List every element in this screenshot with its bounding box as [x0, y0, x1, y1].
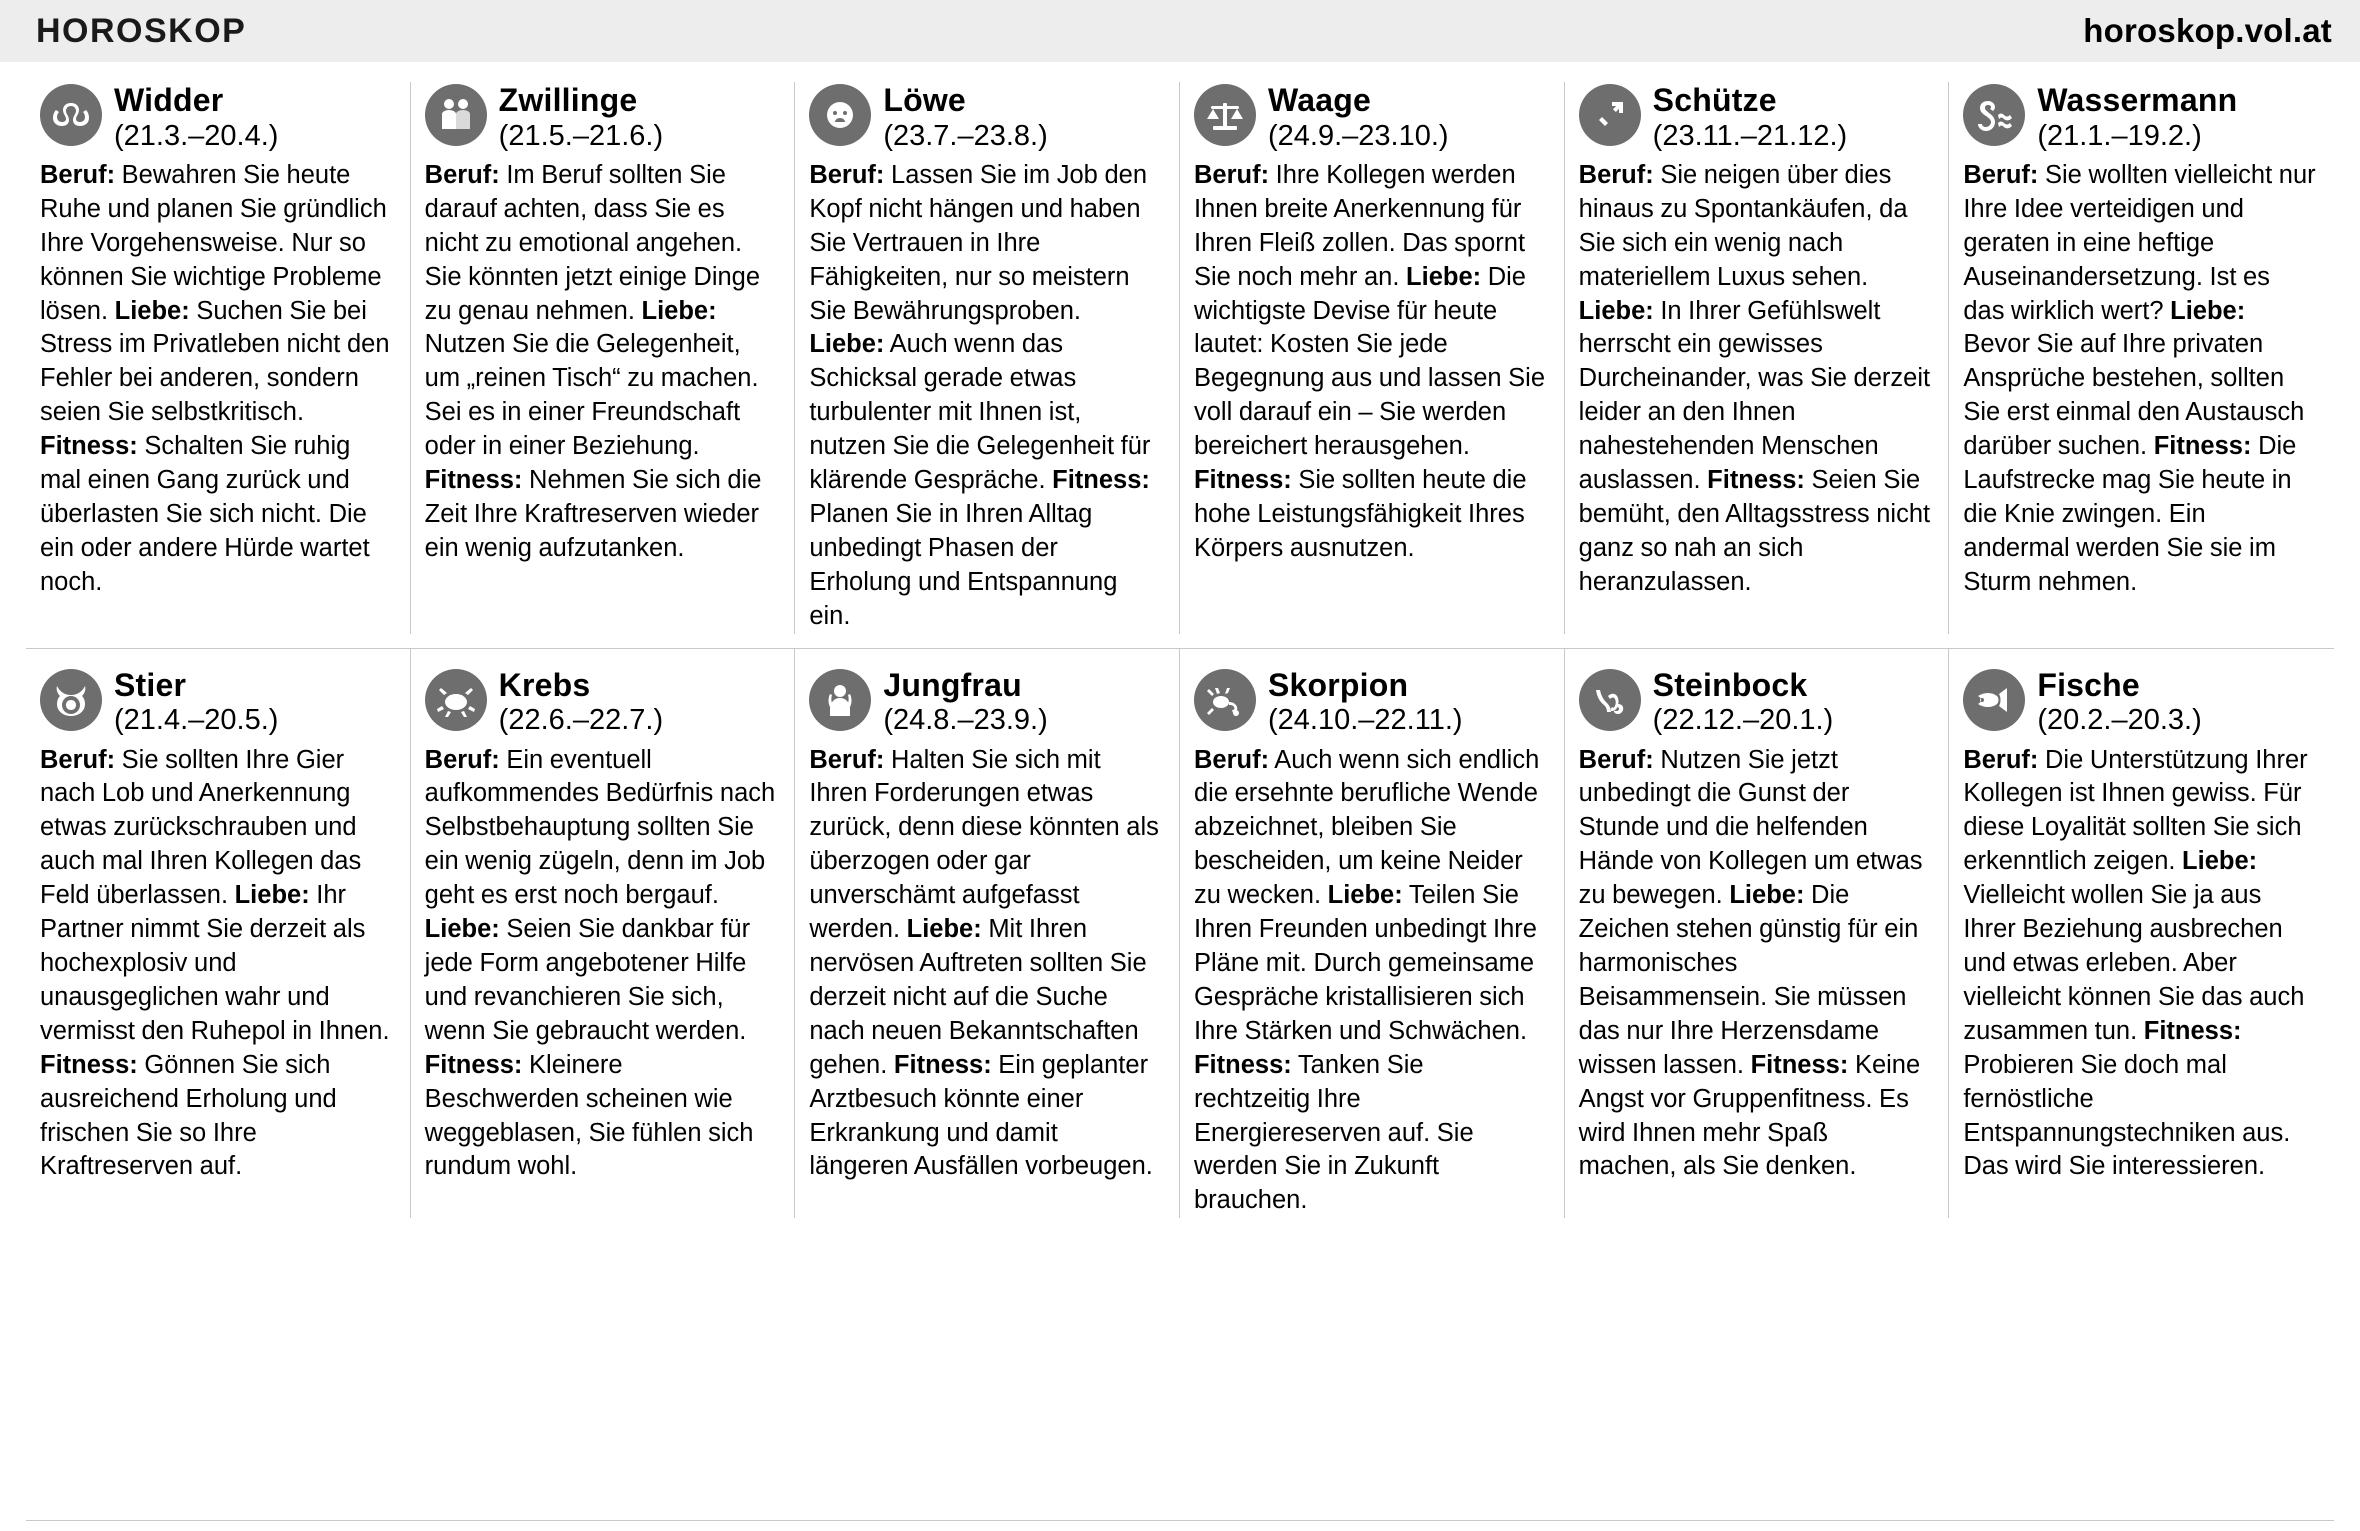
liebe-label: Liebe: [2170, 296, 2246, 325]
fitness-text: Gönnen Sie sich ausreichend Erholung und frischen Sie so Ihre Kraftreserven auf. [40, 1050, 337, 1181]
sign-header [425, 82, 777, 153]
horoscope-card-fische [1949, 649, 2334, 1219]
virgo-maiden-icon [809, 669, 871, 731]
beruf-text: Bewahren Sie heute Ruhe und planen Sie gründlich Ihre Vorgehensweise. Nur so können Sie wichtige Probleme lösen. [40, 160, 387, 325]
liebe-text: Vielleicht wollen Sie ja aus Ihrer Beziehung ausbrechen und etwas erleben. Aber vielleicht können Sie das auch zusammen tun. [1963, 881, 2305, 1045]
beruf-label: Beruf: [1578, 160, 1654, 189]
sign-titles [499, 82, 663, 153]
fitness-text: Seien Sie bemüht, den Alltagsstress nicht ganz so nah an sich heranzulassen. [1578, 466, 1931, 596]
page-title: HOROSKOP [36, 11, 247, 50]
fitness-label: Fitness: [424, 1050, 523, 1079]
beruf-text: Ihre Kollegen werden Ihnen breite Anerkennung für Ihren Fleiß zollen. Das spornt Sie noch mehr an. [1193, 160, 1526, 291]
sign-titles [1653, 82, 1848, 153]
sign-header [809, 667, 1161, 738]
liebe-text: Ihr Partner nimmt Sie derzeit als hochexplosiv und unausgeglichen wahr und vermisst den Ruhepol in Ihnen. [40, 881, 390, 1045]
sign-titles [114, 667, 278, 738]
fitness-text: Planen Sie in Ihren Alltag unbedingt Phasen der Erholung und Entspannung ein. [809, 500, 1118, 630]
sign-text [1963, 744, 2316, 1185]
sign-dates: (22.6.–22.7.) [498, 704, 664, 737]
liebe-label: Liebe: [2182, 847, 2258, 876]
liebe-label: Liebe: [906, 915, 982, 944]
sign-titles [883, 82, 1047, 153]
beruf-text: Sie sollten Ihre Gier nach Lob und Anerkennung etwas zurückschrauben und auch mal Ihren Kollegen das Feld überlassen. [40, 745, 362, 910]
fitness-text: Sie sollten heute die hohe Leistungsfähigkeit Ihres Körpers ausnutzen. [1193, 466, 1527, 562]
beruf-text: Sie neigen über dies hinaus zu Spontankäufen, da Sie sich ein wenig nach materiellem Luxus sehen. [1578, 160, 1908, 291]
liebe-text: Teilen Sie Ihren Freunden unbedingt Ihre Pläne mit. Durch gemeinsame Gespräche kristallisieren sich Ihre Stärken und Schwächen. [1193, 881, 1537, 1045]
fitness-label: Fitness: [1052, 466, 1150, 495]
fitness-text: Schalten Sie ruhig mal einen Gang zurück und überlasten Sie sich nicht. Die ein oder andere Hürde wartet noch. [40, 432, 370, 596]
liebe-label: Liebe: [114, 296, 190, 325]
fitness-text: Ein geplanter Arztbesuch könnte einer Erkrankung und damit längeren Ausfällen vorbeugen. [809, 1050, 1153, 1181]
sign-name: Widder [114, 82, 224, 118]
sign-header [1963, 667, 2316, 738]
capricorn-goat-icon [1579, 669, 1641, 731]
sign-name: Wassermann [2037, 82, 2238, 118]
sign-name: Fische [2037, 666, 2140, 703]
aries-ram-icon [40, 84, 102, 146]
sign-name: Skorpion [1267, 666, 1409, 703]
sign-header [1579, 667, 1931, 738]
horoscope-card-wassermann [1949, 82, 2334, 634]
sign-header [809, 82, 1161, 153]
sign-titles [1268, 82, 1449, 153]
sign-dates: (24.9.–23.10.) [1267, 119, 1449, 152]
horoscope-card-schütze [1565, 82, 1950, 634]
website-url[interactable]: horoskop.vol.at [2083, 12, 2332, 49]
sign-text [1194, 159, 1546, 566]
fitness-label: Fitness: [2153, 432, 2252, 461]
liebe-text: Seien Sie dankbar für jede Form angebotener Hilfe und revanchieren Sie sich, wenn Sie gebraucht werden. [424, 915, 751, 1045]
sign-titles [883, 667, 1047, 738]
liebe-text: Auch wenn das Schicksal gerade etwas turbulenter mit Ihnen ist, nutzen Sie die Gelegenheit für klärende Gespräche. [809, 330, 1151, 495]
horoscope-card-löwe [795, 82, 1180, 634]
sign-header [1194, 667, 1546, 738]
beruf-label: Beruf: [809, 745, 885, 774]
sign-dates: (20.2.–20.3.) [2037, 704, 2202, 737]
sign-name: Krebs [498, 666, 591, 703]
horoscope-card-waage [1180, 82, 1565, 634]
sign-header [1579, 82, 1931, 153]
liebe-label: Liebe: [1327, 881, 1403, 910]
sign-text [40, 744, 392, 1185]
liebe-text: In Ihrer Gefühlswelt herrscht ein gewisses Durcheinander, was Sie derzeit leider an den Ihnen nahestehenden Menschen auslassen. [1578, 296, 1931, 495]
horoscope-card-widder [26, 82, 411, 634]
pisces-fish-icon [1963, 669, 2025, 731]
beruf-text: Die Unterstützung Ihrer Kollegen ist Ihnen gewiss. Für diese Loyalität sollten Sie sich erkenntlich zeigen. [1963, 745, 2308, 876]
sign-dates: (21.5.–21.6.) [498, 119, 664, 152]
beruf-text: Ein eventuell aufkommendes Bedürfnis nach Selbstbehauptung sollten Sie ein wenig zügeln, denn im Job geht es erst noch bergauf. [424, 745, 776, 910]
sign-header [40, 667, 392, 738]
fitness-text: Probieren Sie doch mal fernöstliche Entspannungstechniken aus. Das wird Sie interessieren. [1963, 1050, 2291, 1181]
sign-text [1579, 159, 1931, 600]
liebe-label: Liebe: [234, 881, 310, 910]
sign-titles [2037, 667, 2201, 738]
fitness-label: Fitness: [1707, 466, 1805, 495]
liebe-label: Liebe: [1578, 296, 1654, 325]
fitness-text: Nehmen Sie sich die Zeit Ihre Kraftreserven wieder ein wenig aufzutanken. [424, 466, 762, 562]
beruf-label: Beruf: [40, 745, 116, 774]
liebe-label: Liebe: [641, 296, 717, 325]
beruf-label: Beruf: [1963, 160, 2039, 189]
libra-scales-icon [1194, 84, 1256, 146]
beruf-label: Beruf: [1193, 160, 1270, 189]
liebe-text: Die wichtigste Devise für heute lautet: Kosten Sie jede Begegnung aus und lassen Sie voll darauf ein – Sie werden bereichert herausgehen. [1193, 262, 1546, 461]
gemini-twins-icon [425, 84, 487, 146]
beruf-label: Beruf: [1193, 745, 1270, 774]
horoscope-grid [0, 62, 2360, 1218]
sign-titles [1653, 667, 1834, 738]
sign-dates: (21.4.–20.5.) [114, 704, 279, 737]
sign-name: Stier [114, 666, 187, 703]
liebe-text: Die Zeichen stehen günstig für ein harmonisches Beisammensein. Sie müssen das nur Ihre Herzensdame wissen lassen. [1578, 881, 1919, 1079]
beruf-label: Beruf: [1963, 745, 2039, 774]
sign-text [1963, 159, 2316, 600]
fitness-text: Keine Angst vor Gruppenfitness. Es wird Ihnen mehr Spaß machen, als Sie denken. [1578, 1050, 1921, 1181]
fitness-text: Tanken Sie rechtzeitig Ihre Energiereserven auf. Sie werden Sie in Zukunft brauchen. [1193, 1050, 1474, 1215]
beruf-text: Auch wenn sich endlich die ersehnte berufliche Wende abzeichnet, bleiben Sie bescheiden, um keine Neider zu wecken. [1193, 745, 1540, 910]
horoscope-card-jungfrau [795, 649, 1180, 1219]
sign-name: Löwe [883, 82, 966, 118]
beruf-label: Beruf: [1578, 745, 1654, 774]
sign-dates: (24.10.–22.11.) [1267, 704, 1463, 737]
sign-text [1579, 744, 1931, 1185]
liebe-label: Liebe: [424, 915, 500, 944]
sign-header [425, 667, 777, 738]
fitness-label: Fitness: [1193, 1050, 1292, 1079]
sign-text [425, 159, 777, 566]
liebe-label: Liebe: [809, 330, 885, 359]
sign-dates: (21.1.–19.2.) [2037, 119, 2202, 152]
horoscope-card-steinbock [1565, 649, 1950, 1219]
beruf-label: Beruf: [424, 160, 500, 189]
page-masthead [0, 0, 2360, 62]
horoscope-card-krebs [411, 649, 796, 1219]
sign-header [1963, 82, 2316, 153]
beruf-text: Lassen Sie im Job den Kopf nicht hängen und haben Sie Vertrauen in Ihre Fähigkeiten, nur so meistern Sie Bewährungsproben. [809, 160, 1147, 325]
fitness-text: Die Laufstrecke mag Sie heute in die Knie zwingen. Ein andermal werden Sie sie im Sturm nehmen. [1963, 432, 2297, 596]
fitness-label: Fitness: [893, 1050, 992, 1079]
sign-titles [1268, 667, 1463, 738]
sign-dates: (22.12.–20.1.) [1652, 704, 1834, 737]
sign-header [40, 82, 392, 153]
sign-titles [114, 82, 278, 153]
sagittarius-archer-icon [1579, 84, 1641, 146]
sign-name: Schütze [1652, 82, 1777, 118]
sign-titles [499, 667, 663, 738]
fitness-label: Fitness: [1193, 466, 1292, 495]
liebe-text: Bevor Sie auf Ihre privaten Ansprüche bestehen, sollten Sie erst einmal den Austausch darüber suchen. [1963, 330, 2305, 461]
liebe-text: Suchen Sie bei Stress im Privatleben nicht den Fehler bei anderen, sondern seien Sie selbstkritisch. [40, 296, 390, 427]
horoscope-card-stier [26, 649, 411, 1219]
cancer-crab-icon [425, 669, 487, 731]
sign-dates: (23.7.–23.8.) [883, 119, 1048, 152]
aquarius-waterbearer-icon [1963, 84, 2025, 146]
beruf-text: Sie wollten vielleicht nur Ihre Idee verteidigen und geraten in eine heftige Auseinandersetzung. Ist es das wirklich wert? [1963, 160, 2316, 325]
beruf-text: Nutzen Sie jetzt unbedingt die Gunst der Stunde und die helfenden Hände von Kollegen um etwas zu bewegen. [1578, 745, 1923, 910]
sign-header [1194, 82, 1546, 153]
horoscope-card-zwillinge [411, 82, 796, 634]
fitness-label: Fitness: [424, 466, 523, 495]
fitness-label: Fitness: [40, 1050, 138, 1079]
sign-text [809, 744, 1161, 1185]
beruf-label: Beruf: [40, 160, 116, 189]
sign-dates: (21.3.–20.4.) [114, 119, 279, 152]
liebe-text: Mit Ihren nervösen Auftreten sollten Sie derzeit nicht auf die Suche nach neuen Bekanntschaften gehen. [809, 915, 1147, 1079]
sign-name: Zwillinge [498, 82, 638, 118]
sign-text [40, 159, 392, 600]
liebe-label: Liebe: [1729, 881, 1805, 910]
liebe-label: Liebe: [1406, 262, 1482, 291]
sign-text [425, 744, 777, 1185]
taurus-bull-icon [40, 669, 102, 731]
bottom-divider [26, 1520, 2334, 1521]
sign-dates: (24.8.–23.9.) [883, 704, 1048, 737]
beruf-label: Beruf: [809, 160, 885, 189]
sign-text [1194, 744, 1546, 1219]
liebe-text: Nutzen Sie die Gelegenheit, um „reinen Tisch“ zu machen. Sei es in einer Freundschaft oder in einer Beziehung. [424, 330, 759, 461]
fitness-label: Fitness: [2143, 1016, 2242, 1045]
sign-titles [2037, 82, 2237, 153]
beruf-label: Beruf: [424, 745, 500, 774]
sign-text [809, 159, 1161, 634]
sign-name: Steinbock [1652, 666, 1808, 703]
beruf-text: Im Beruf sollten Sie darauf achten, dass Sie es nicht zu emotional angehen. Sie könnten jetzt einige Dinge zu genau nehmen. [424, 160, 761, 325]
sign-name: Waage [1267, 82, 1371, 118]
leo-lion-icon [809, 84, 871, 146]
beruf-text: Halten Sie sich mit Ihren Forderungen etwas zurück, denn diese könnten als überzogen oder gar unverschämt aufgefasst werden. [809, 745, 1159, 944]
fitness-label: Fitness: [1750, 1050, 1849, 1079]
fitness-label: Fitness: [40, 432, 138, 461]
horoscope-card-skorpion [1180, 649, 1565, 1219]
sign-dates: (23.11.–21.12.) [1652, 119, 1848, 152]
sign-name: Jungfrau [883, 666, 1022, 703]
scorpio-scorpion-icon [1194, 669, 1256, 731]
fitness-text: Kleinere Beschwerden scheinen wie weggeblasen, Sie fühlen sich rundum wohl. [424, 1050, 754, 1181]
